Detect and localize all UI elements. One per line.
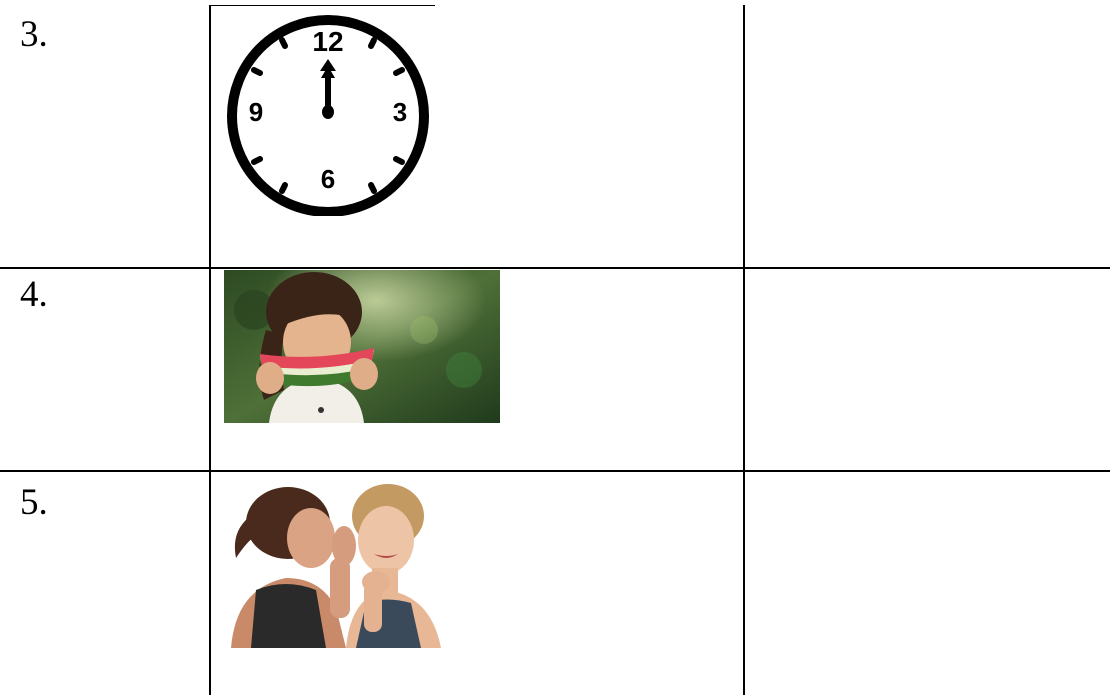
- answer-cell-3[interactable]: [746, 8, 1106, 264]
- row-divider-2: [0, 470, 1110, 472]
- row-number-3: 3.: [20, 14, 48, 55]
- clock-image: [222, 8, 437, 216]
- row-number-5: 5.: [20, 482, 48, 523]
- row-number-4: 4.: [20, 274, 48, 315]
- clock-numeral-12: 12: [312, 26, 344, 57]
- answer-cell-4[interactable]: [746, 270, 1106, 466]
- clock-numeral-6: 6: [320, 164, 336, 194]
- column-divider-left: [209, 5, 211, 695]
- clock-numeral-9: 9: [248, 97, 264, 127]
- answer-cell-5[interactable]: [746, 473, 1106, 693]
- women-whispering-photo: [226, 478, 458, 648]
- girl-eating-watermelon-photo: [224, 270, 500, 423]
- table-border-top: [210, 5, 435, 6]
- clock-numeral-3: 3: [392, 97, 408, 127]
- clock-hands: [320, 59, 336, 119]
- column-divider-right: [743, 5, 745, 695]
- row-divider-1: [0, 267, 1110, 269]
